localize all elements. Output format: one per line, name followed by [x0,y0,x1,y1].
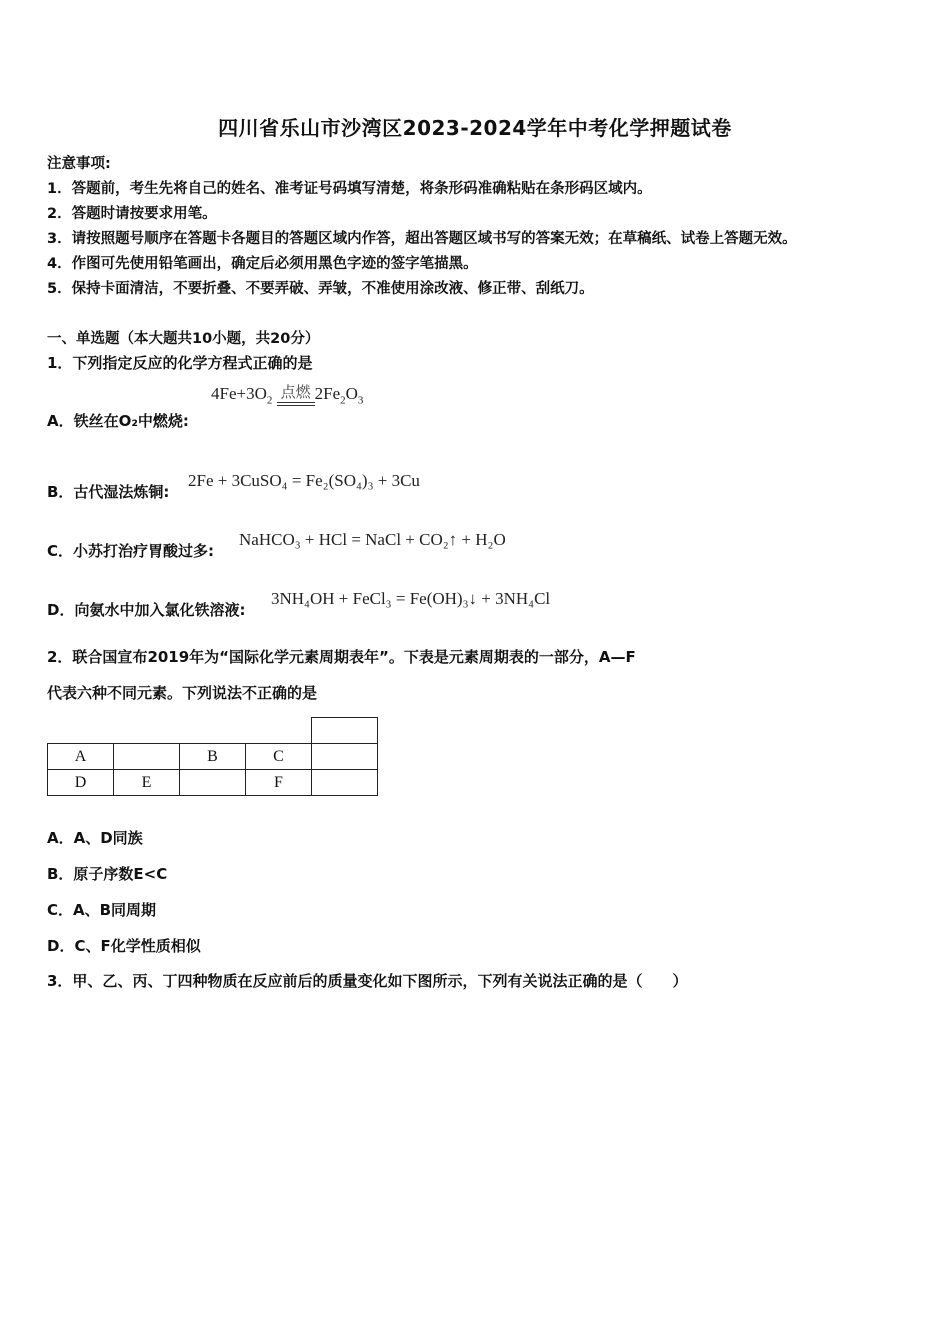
condition-text: 点燃 [280,385,311,402]
notice-heading: 注意事项: [47,156,111,172]
table-row [48,744,378,770]
q1-option-b-equation: 2Fe + 3CuSO₄ = Fe₂(SO₄)₃ + 3Cu [188,471,420,490]
table-cell: A [48,744,114,770]
q2-option-b: B．原子序数E<C [47,865,168,883]
page-title: 四川省乐山市沙湾区2023-2024学年中考化学押题试卷 [218,116,732,140]
equation-rhs-element: O [345,384,358,403]
notice-item: 4．作图可先使用铅笔画出，确定后必须用黑色字迹的签字笔描黑。 [47,256,478,272]
section-heading: 一、单选题（本大题共10小题，共20分） [47,331,320,347]
table-cell [114,744,180,770]
table-cell: C [246,744,312,770]
q1-option-d-label: D．向氨水中加入氯化铁溶液: [47,601,246,619]
periodic-table-excerpt [47,717,378,796]
table-cell [312,718,378,744]
q2-option-c: C．A、B同周期 [47,901,157,919]
table-cell [312,770,378,796]
notice-item: 3．请按照题号顺序在答题卡各题目的答题区域内作答，超出答题区域书写的答案无效；在草稿纸、试卷上答题无效。 [47,231,797,247]
q1-option-c-equation: NaHCO₃ + HCl = NaCl + CO₂↑ + H₂O [239,530,506,549]
table-cell: F [246,770,312,796]
equation-rhs: 2Fe [314,384,341,403]
table-cell: B [180,744,246,770]
table-cell [180,718,246,744]
notice-item: 5．保持卡面清洁，不要折叠、不要弄破、弄皱，不准使用涂改液、修正带、刮纸刀。 [47,281,594,297]
subscript: 2 [340,394,346,407]
question-1-stem: 1．下列指定反应的化学方程式正确的是 [47,354,313,372]
notice-item: 1．答题前，考生先将自己的姓名、准考证号码填写清楚，将条形码准确粘贴在条形码区域内。 [47,181,652,197]
table-cell [312,744,378,770]
table-cell: E [114,770,180,796]
equals-bar [277,402,315,406]
reaction-condition [277,386,315,406]
table-cell: D [48,770,114,796]
question-2-stem-line2: 代表六种不同元素。下列说法不正确的是 [47,684,318,702]
subscript: 2 [266,394,273,407]
question-2-stem-line1: 2．联合国宣布2019年为“国际化学元素周期表年”。下表是元素周期表的一部分，A—F [47,648,636,666]
table-row [48,770,378,796]
table-cell [180,770,246,796]
table-row [48,718,378,744]
table-cell [114,718,180,744]
subscript: 3 [357,394,364,407]
notice-item: 2．答题时请按要求用笔。 [47,206,217,222]
table-cell [48,718,114,744]
table-cell [246,718,312,744]
q1-option-d-equation: 3NH₄OH + FeCl₃ = Fe(OH)₃↓ + 3NH₄Cl [271,589,551,608]
equation-lhs: 4Fe+3O [211,384,267,403]
question-3-stem: 3．甲、乙、丙、丁四种物质在反应前后的质量变化如下图所示，下列有关说法正确的是（ ） [47,972,688,990]
q1-option-b-label: B．古代湿法炼铜: [47,483,170,501]
q1-option-a-equation [211,384,363,406]
q1-option-a-label: A．铁丝在O₂中燃烧: [47,412,189,430]
q2-option-a: A．A、D同族 [47,829,143,847]
q1-option-c-label: C．小苏打治疗胃酸过多: [47,542,215,560]
q2-option-d: D．C、F化学性质相似 [47,937,201,955]
